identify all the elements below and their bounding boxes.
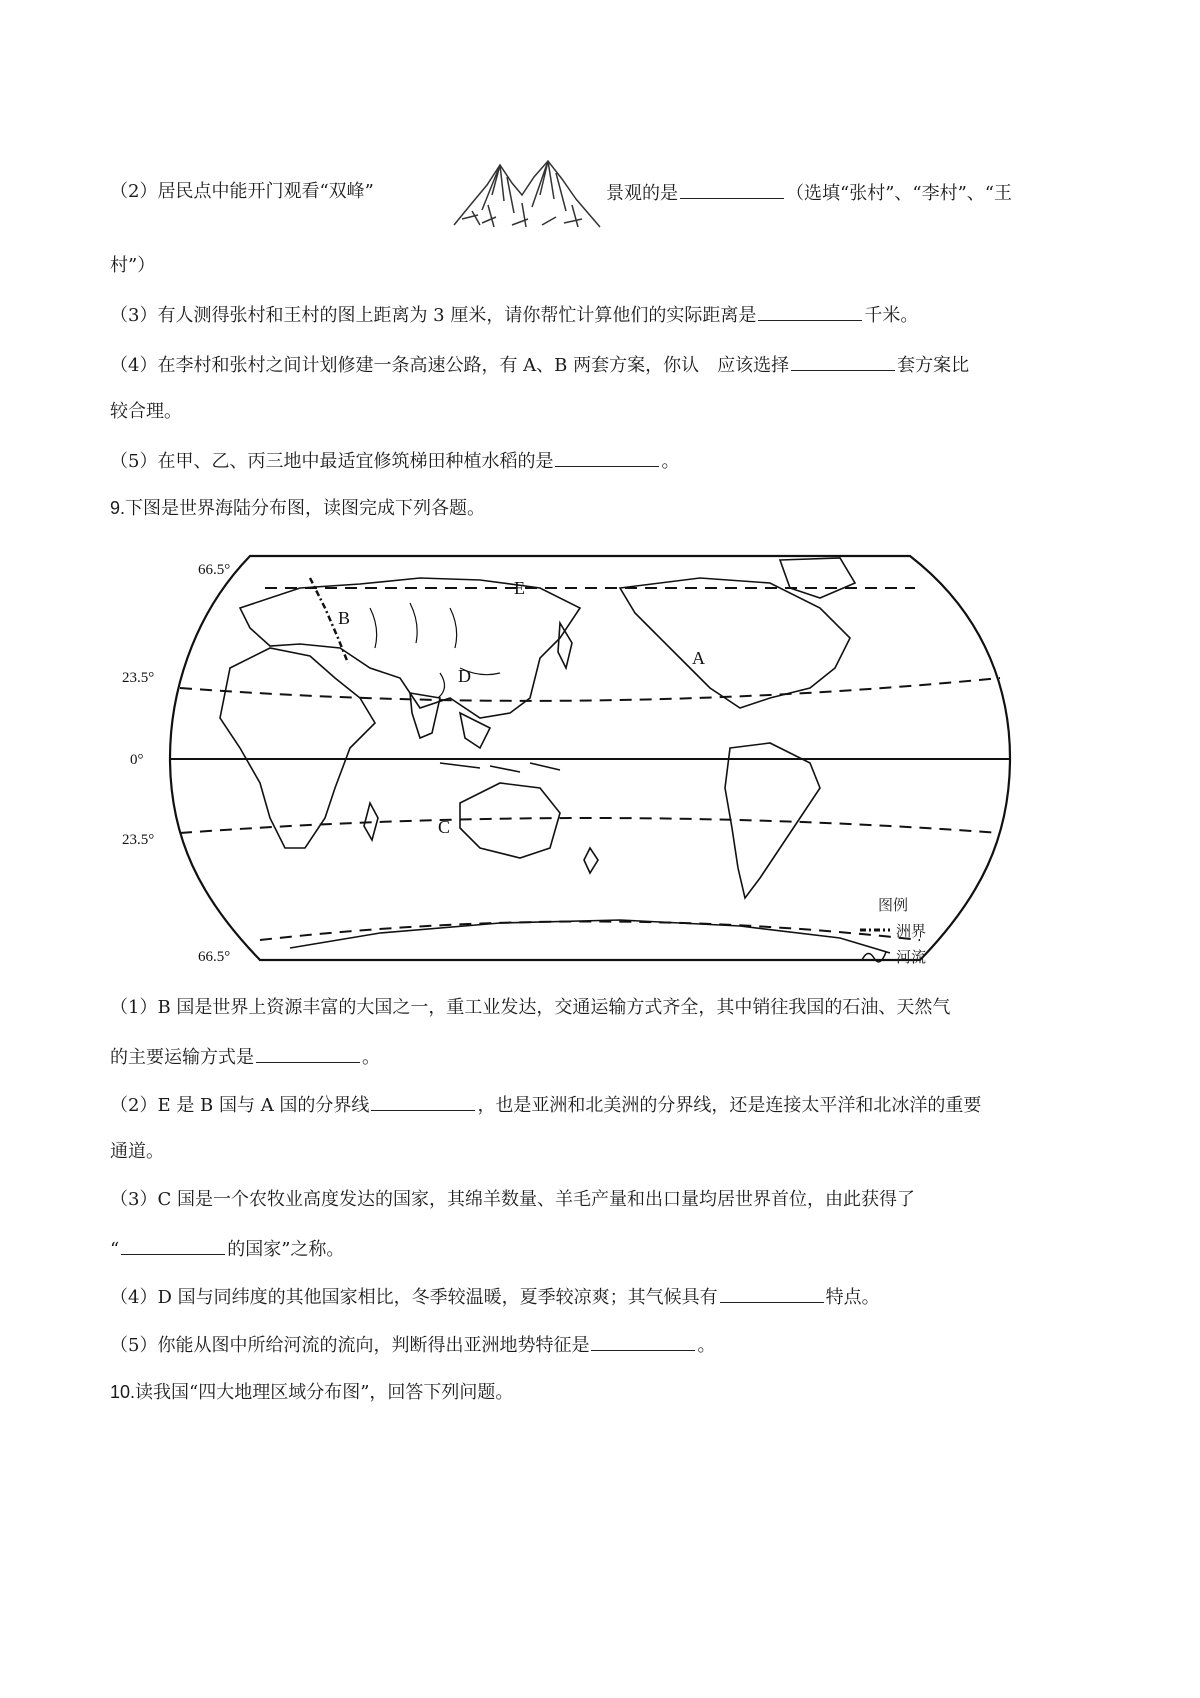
q9-part2-text-before: （2）E 是 B 国与 A 国的分界线 <box>110 1095 370 1116</box>
antarctica-outline <box>290 920 890 953</box>
q8-part2-blank[interactable] <box>680 178 784 199</box>
q9-part1-text-before: 的主要运输方式是 <box>110 1047 254 1068</box>
q8-part3-line <box>110 300 918 330</box>
q9-part5-text-before: （5）你能从图中所给河流的流向，判断得出亚洲地势特征是 <box>110 1335 590 1356</box>
q9-part1-cont <box>110 1042 380 1072</box>
q9-part1-line <box>110 994 950 1022</box>
q9-part1-text-after: 。 <box>362 1047 380 1068</box>
q9-part1-blank[interactable] <box>256 1042 360 1063</box>
lat-label-4: 23.5° <box>122 832 155 848</box>
river-2 <box>410 603 417 643</box>
legend-boundary-label: 洲界 <box>896 922 927 940</box>
q9-part2-cont-text: 通道。 <box>110 1141 164 1162</box>
river-1 <box>370 608 377 648</box>
north-america-outline <box>620 578 850 708</box>
point-label-C: C <box>438 817 451 837</box>
q8-part4-line <box>110 350 969 380</box>
legend-river-label: 河流 <box>896 948 927 966</box>
q8-part5-line <box>110 446 679 476</box>
q10-stem-line <box>110 1378 513 1407</box>
q8-part2-text-after: 景观的是 <box>606 183 678 204</box>
legend-title: 图例 <box>878 896 909 914</box>
q9-part2-text-after: ，也是亚洲和北美洲的分界线，还是连接太平洋和北冰洋的重要 <box>477 1095 982 1116</box>
q9-stem-line <box>110 494 485 523</box>
q8-part4-blank[interactable] <box>791 350 895 371</box>
q9-part3-cont <box>110 1234 344 1264</box>
q8-part3-text-before: （3）有人测得张村和王村的图上距离为 3 厘米，请你帮忙计算他们的实际距离是 <box>110 305 757 326</box>
q10-stem: 读我国“四大地理区域分布图”，回答下列问题。 <box>135 1382 514 1403</box>
q9-part4-line <box>110 1282 880 1312</box>
q9-part2-line <box>110 1090 981 1120</box>
indonesia-outline <box>440 763 560 772</box>
river-3 <box>450 608 457 648</box>
point-label-E: E <box>514 578 525 598</box>
q8-part4-text-after: 套方案比 <box>897 355 970 376</box>
q9-part5-line <box>110 1330 715 1360</box>
q9-part1-text: （1）B 国是世界上资源丰富的大国之一，重工业发达，交通运输方式齐全，其中销往我国的石油、天然气 <box>110 997 951 1018</box>
q8-part2-cont <box>110 252 155 280</box>
q8-part2-line-right <box>606 178 1012 208</box>
q8-part2-text-before: （2）居民点中能开门观看“双峰” <box>110 181 374 202</box>
q9-part4-text-after: 特点。 <box>825 1287 880 1308</box>
q8-part5-text-after: 。 <box>661 451 680 472</box>
tropic-cancer-line <box>180 678 1000 701</box>
q9-part4-blank[interactable] <box>720 1282 824 1303</box>
q9-part2-cont <box>110 1138 164 1166</box>
q10-number: 10. <box>110 1382 136 1402</box>
q8-part4-cont <box>110 398 182 426</box>
new-zealand-outline <box>584 848 598 873</box>
q9-part3-text-after: 的国家”之称。 <box>227 1239 345 1260</box>
q9-part5-text-after: 。 <box>697 1335 716 1356</box>
world-map <box>120 548 1040 968</box>
q9-part3-blank[interactable] <box>121 1234 225 1255</box>
q9-part3-line <box>110 1186 915 1214</box>
q9-part5-blank[interactable] <box>591 1330 695 1351</box>
south-america-outline <box>725 743 820 898</box>
lat-label-3: 0° <box>130 752 144 768</box>
lat-label-1: 66.5° <box>198 562 231 578</box>
q8-part3-blank[interactable] <box>758 300 862 321</box>
point-label-D: D <box>458 666 471 686</box>
twin-peaks-illustration <box>452 155 602 233</box>
se-asia-outline <box>460 713 490 748</box>
point-label-A: A <box>692 648 705 668</box>
river-5 <box>438 673 445 698</box>
point-label-B: B <box>338 608 351 628</box>
tropic-capricorn-line <box>180 818 1000 833</box>
q8-part2-cont-text: 村”） <box>110 255 156 276</box>
lat-label-5: 66.5° <box>198 949 231 965</box>
q8-part4-cont-text: 较合理。 <box>110 401 182 422</box>
q8-part2-options: （选填“张村”、“李村”、“王 <box>786 183 1013 204</box>
africa-outline <box>220 648 375 848</box>
q8-part4-text-before: （4）在李村和张村之间计划修建一条高速公路，有 A、B 两套方案，你认 应该选择 <box>110 355 790 376</box>
q8-part5-blank[interactable] <box>555 446 659 467</box>
q8-part5-text-before: （5）在甲、乙、丙三地中最适宜修筑梯田种植水稻的是 <box>110 451 554 472</box>
lat-label-2: 23.5° <box>122 670 155 686</box>
q9-part4-text-before: （4）D 国与同纬度的其他国家相比，冬季较温暖，夏季较凉爽；其气候具有 <box>110 1287 718 1308</box>
q9-stem: 下图是世界海陆分布图，读图完成下列各题。 <box>125 498 486 519</box>
q8-part3-text-after: 千米。 <box>864 305 919 326</box>
greenland-outline <box>780 558 855 598</box>
australia-outline <box>460 783 560 858</box>
q8-part2-line <box>110 178 374 206</box>
q9-part2-blank[interactable] <box>371 1090 475 1111</box>
q9-number: 9. <box>110 498 126 518</box>
q9-part3-text-before: “ <box>110 1239 120 1260</box>
q9-part3-text: （3）C 国是一个农牧业高度发达的国家，其绵羊数量、羊毛产量和出口量均居世界首位，由此获得了 <box>110 1189 915 1210</box>
